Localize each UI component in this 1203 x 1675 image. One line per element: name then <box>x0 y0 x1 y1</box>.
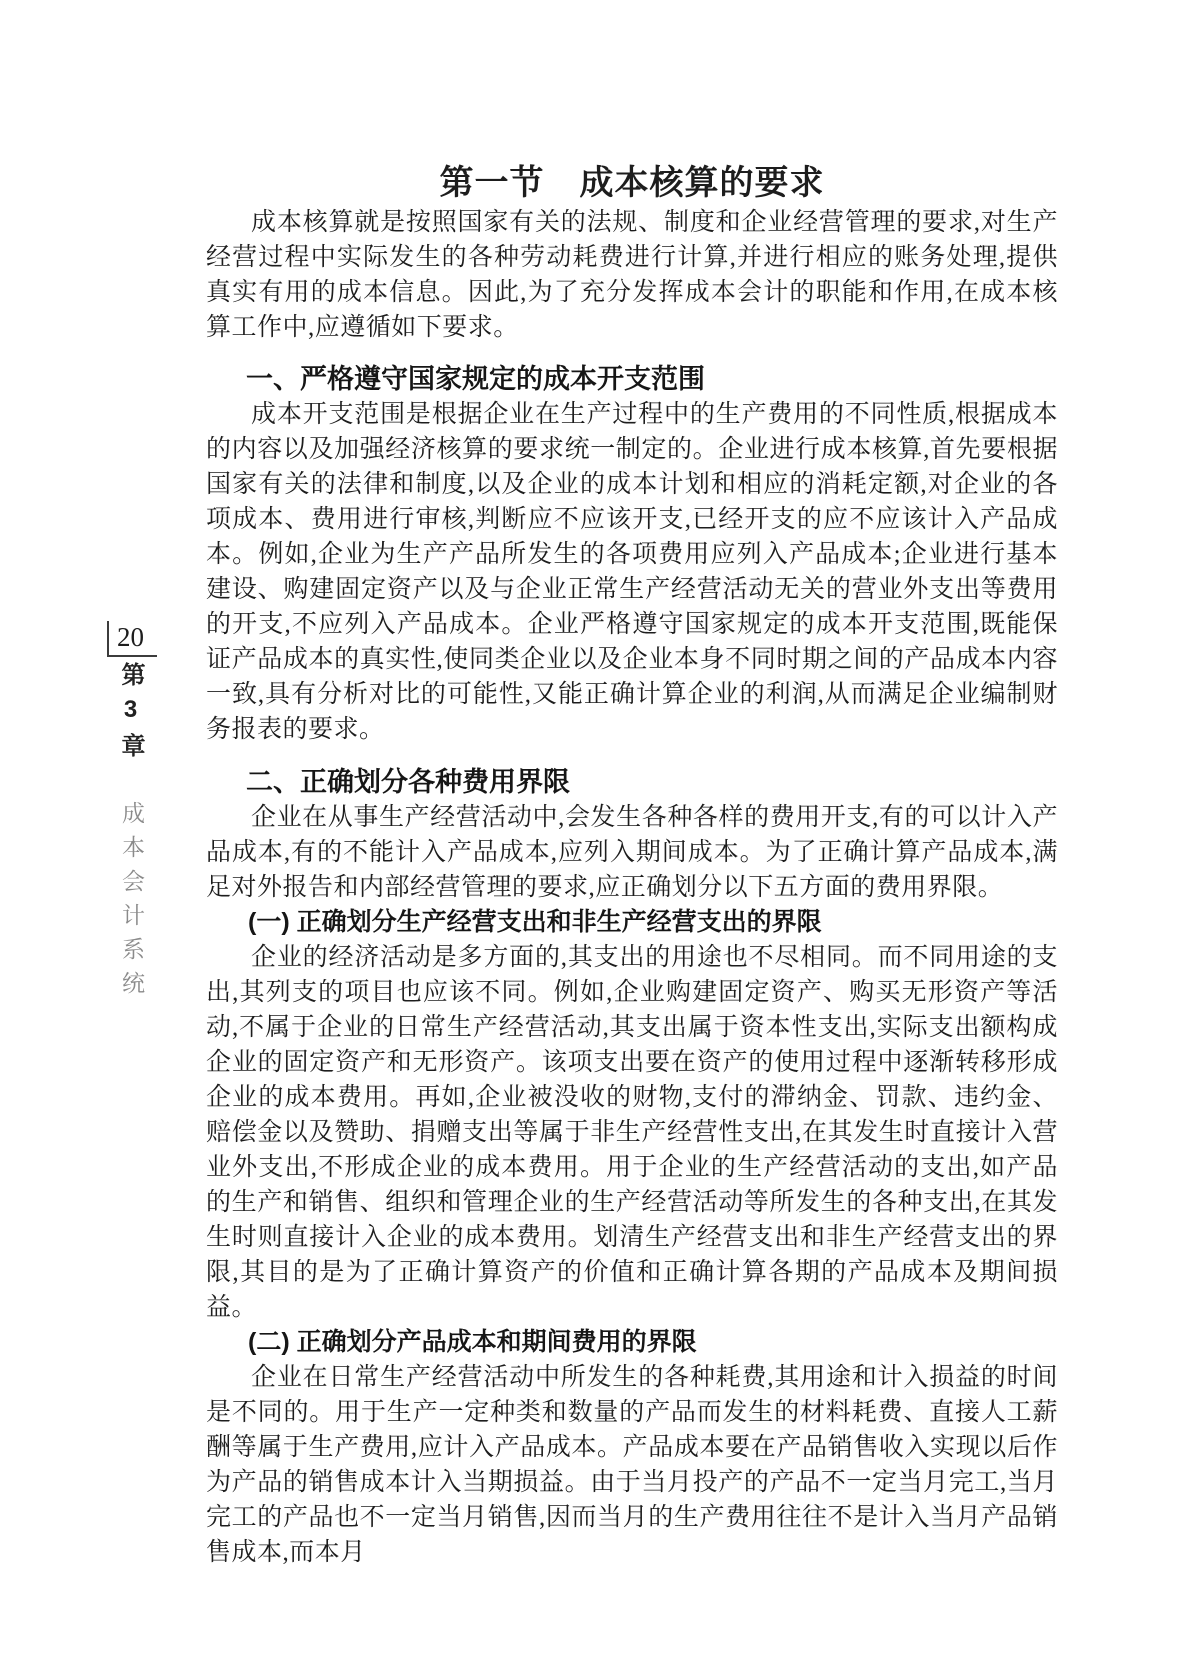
intro-paragraph: 成本核算就是按照国家有关的法规、制度和企业经营管理的要求,对生产经营过程中实际发生的各种劳动耗费进行计算,并进行相应的账务处理,提供真实有用的成本信息。因此,为了充分发挥成本会计的职能和作用,在成本核算工作中,应遵循如下要求。 <box>206 209 1058 341</box>
page-content <box>206 0 1058 1570</box>
paragraph-operating-vs-nonoperating: 企业的经济活动是多方面的,其支出的用途也不尽相同。而不同用途的支出,其列支的项目也应该不同。例如,企业购建固定资产、购买无形资产等活动,不属于企业的日常生产经营活动,其支出属于资本性支出,实际支出额构成企业的固定资产和无形资产。该项支出要在资产的使用过程中逐渐转移形成企业的成本费用。再如,企业被没收的财物,支付的滞纳金、罚款、违约金、赔偿金以及赞助、捐赠支出等属于非生产经营性支出,在其发生时直接计入营业外支出,不形成企业的成本费用。用于企业的生产经营活动的支出,如产品的生产和销售、组织和管理企业的生产经营活动等所发生的各种支出,在其发生时则直接计入企业的成本费用。划清生产经营支出和非生产经营支出的界限,其目的是为了正确计算资产的价值和正确计算各期的产品成本及期间损益。 <box>206 944 1058 1321</box>
paragraph-cost-scope: 成本开支范围是根据企业在生产过程中的生产费用的不同性质,根据成本的内容以及加强经济核算的要求统一制定的。企业进行成本核算,首先要根据国家有关的法律和制度,以及企业的成本计划和相应的消耗定额,对企业的各项成本、费用进行审核,判断应不应该开支,已经开支的应不应该计入产品成本。例如,企业为生产产品所发生的各项费用应列入产品成本;企业进行基本建设、购建固定资产以及与企业正常生产经营活动无关的营业外支出等费用的开支,不应列入产品成本。企业严格遵守国家规定的成本开支范围,既能保证产品成本的真实性,使同类企业以及企业本身不同时期之间的产品成本内容一致,具有分析对比的可能性,又能正确计算企业的利润,从而满足企业编制财务报表的要求。 <box>206 401 1058 743</box>
heading-cost-scope: 一、严格遵守国家规定的成本开支范围 <box>246 364 705 394</box>
section-title: 第一节 成本核算的要求 <box>439 165 825 202</box>
heading-expense-boundaries: 二、正确划分各种费用界限 <box>246 767 570 797</box>
paragraph-product-cost-vs-period-expense: 企业在日常生产经营活动中所发生的各种耗费,其用途和计入损益的时间是不同的。用于生产一定种类和数量的产品而发生的材料耗费、直接人工薪酬等属于生产费用,应计入产品成本。产品成本要在产品销售收入实现以后作为产品的销售成本计入当期损益。由于当月投产的产品不一定当月完工,当月完工的产品也不一定当月销售,因而当月的生产费用往往不是计入当月产品销售成本,而本月 <box>206 1364 1058 1566</box>
subheading-product-cost-vs-period-expense: (二) 正确划分产品成本和期间费用的界限 <box>248 1328 697 1356</box>
subheading-operating-vs-nonoperating: (一) 正确划分生产经营支出和非生产经营支出的界限 <box>248 908 822 936</box>
chapter-title: 成本会计系统 <box>119 801 144 1005</box>
paragraph-expense-boundaries: 企业在从事生产经营活动中,会发生各种各样的费用开支,有的可以计入产品成本,有的不能计入产品成本,应列入期间成本。为了正确计算产品成本,满足对外报告和内部经营管理的要求,应正确划分以下五方面的费用界限。 <box>206 804 1058 901</box>
page-number: 20 <box>107 621 157 657</box>
chapter-label: 第3章 <box>117 662 144 767</box>
